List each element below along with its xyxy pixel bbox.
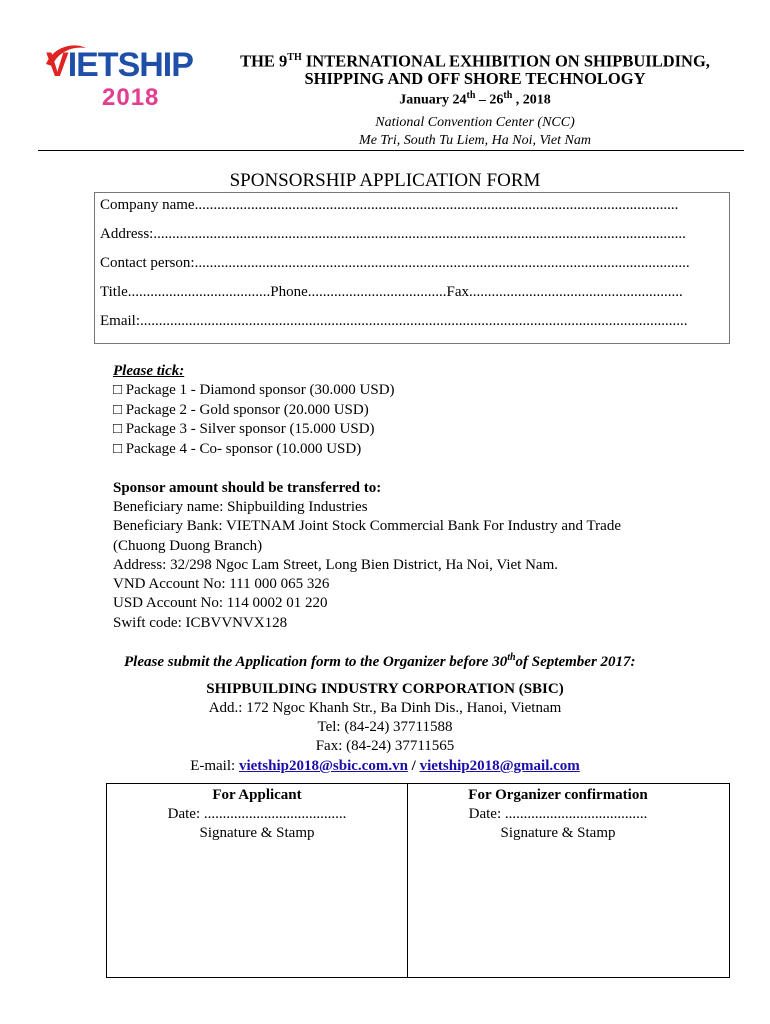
package-3-option[interactable]: □ Package 3 - Silver sponsor (15.000 USD)	[113, 421, 375, 437]
logo-wordmark	[46, 48, 193, 82]
exhibition-dates: January 24th – 26th , 2018	[399, 90, 551, 108]
address-field[interactable]: Address:..............................................................................................................................................	[100, 226, 686, 242]
organizer-name: SHIPBUILDING INDUSTRY CORPORATION (SBIC)	[206, 681, 564, 697]
header-divider	[38, 150, 744, 151]
email-field[interactable]: Email:..................................................................................................................................................	[100, 313, 688, 329]
usd-account: USD Account No: 114 0002 01 220	[113, 595, 328, 611]
beneficiary-bank: Beneficiary Bank: VIETNAM Joint Stock Commercial Bank For Industry and Trade	[113, 518, 621, 534]
package-4-option[interactable]: □ Package 4 - Co- sponsor (10.000 USD)	[113, 441, 362, 457]
company-name-field[interactable]: Company name.................................................................................................................................	[100, 197, 679, 213]
venue-address: Me Tri, South Tu Liem, Ha Noi, Viet Nam	[359, 133, 591, 148]
exhibition-title-line1: THE 9TH INTERNATIONAL EXHIBITION ON SHIPBUILDING,	[240, 51, 710, 71]
form-title: SPONSORSHIP APPLICATION FORM	[229, 170, 541, 191]
organizer-fax: Fax: (84-24) 37711565	[315, 738, 455, 754]
signature-table	[106, 783, 730, 978]
transfer-heading: Sponsor amount should be transferred to:	[113, 480, 382, 496]
title-phone-fax-field[interactable]: Title......................................Phone.....................................Fax.........................................................	[100, 284, 683, 300]
applicant-signature-cell[interactable]	[107, 784, 407, 977]
logo-letter-v: V	[46, 46, 68, 84]
applicant-date: Date: ......................................	[167, 806, 347, 822]
vietship-logo	[40, 40, 193, 120]
exhibition-title-line2: SHIPPING AND OFF SHORE TECHNOLOGY	[304, 69, 646, 88]
venue-name: National Convention Center (NCC)	[375, 115, 575, 130]
submit-deadline-note: Please submit the Application form to the Organizer before 30thof September 2017:	[124, 652, 636, 670]
contact-person-field[interactable]: Contact person:....................................................................................................................................	[100, 255, 690, 271]
please-tick-heading: Please tick:	[113, 363, 185, 379]
organizer-email-line: E-mail: vietship2018@sbic.com.vn / vietship2018@gmail.com	[190, 758, 580, 774]
applicant-fields-box	[94, 192, 730, 344]
swift-code: Swift code: ICBVVNVX128	[113, 615, 288, 631]
organizer-date: Date: ......................................	[468, 806, 648, 822]
beneficiary-name: Beneficiary name: Shipbuilding Industries	[113, 499, 368, 515]
package-2-option[interactable]: □ Package 2 - Gold sponsor (20.000 USD)	[113, 402, 369, 418]
organizer-address: Add.: 172 Ngoc Khanh Str., Ba Dinh Dis., Hanoi, Vietnam	[208, 700, 562, 716]
organizer-stamp-label: Signature & Stamp	[500, 825, 616, 841]
applicant-heading: For Applicant	[212, 787, 302, 803]
organizer-signature-cell[interactable]	[407, 784, 708, 977]
vnd-account: VND Account No: 111 000 065 326	[113, 576, 330, 592]
logo-year: 2018	[102, 84, 160, 111]
applicant-stamp-label: Signature & Stamp	[199, 825, 315, 841]
bank-branch: (Chuong Duong Branch)	[113, 538, 263, 554]
bank-address: Address: 32/298 Ngoc Lam Street, Long Bien District, Ha Noi, Viet Nam.	[113, 557, 558, 573]
logo-letters: IETSHIP	[67, 46, 193, 84]
email-link-gmail[interactable]: vietship2018@gmail.com	[419, 758, 580, 774]
organizer-heading: For Organizer confirmation	[468, 787, 648, 803]
package-1-option[interactable]: □ Package 1 - Diamond sponsor (30.000 USD)	[113, 382, 395, 398]
email-link-sbic[interactable]: vietship2018@sbic.com.vn	[238, 758, 408, 774]
organizer-tel: Tel: (84-24) 37711588	[317, 719, 453, 735]
